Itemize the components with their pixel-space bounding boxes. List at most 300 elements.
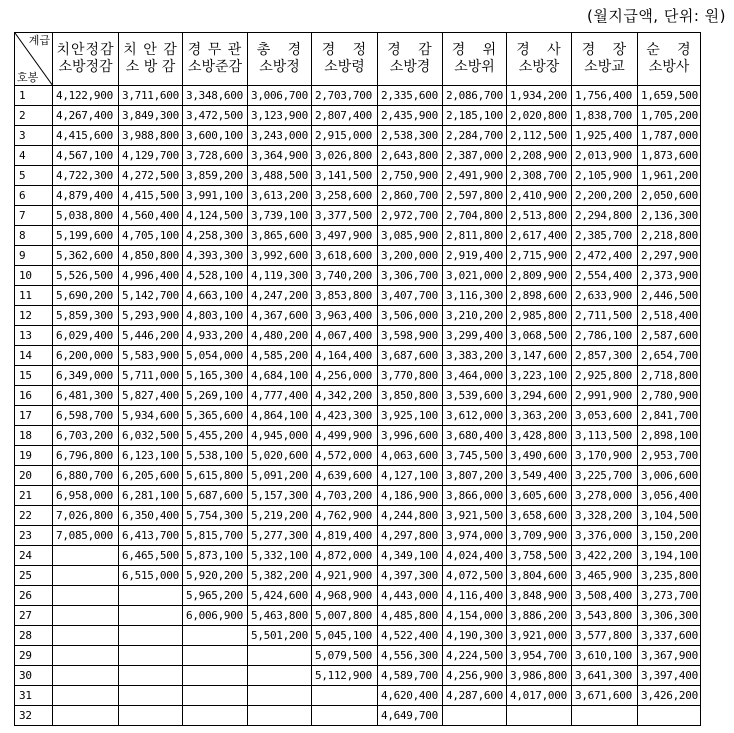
salary-cell: 4,415,500 [119,186,183,206]
salary-cell: 2,587,600 [638,326,701,346]
salary-cell: 3,377,500 [312,206,378,226]
salary-cell: 4,649,700 [378,706,443,726]
salary-cell [119,706,183,726]
salary-cell: 2,472,400 [572,246,638,266]
salary-cell: 3,141,500 [312,166,378,186]
salary-cell: 2,807,400 [312,106,378,126]
salary-cell: 5,424,600 [248,586,312,606]
salary-cell: 3,490,600 [507,446,572,466]
salary-cell: 4,480,200 [248,326,312,346]
step-number-cell: 21 [15,486,53,506]
step-number-cell: 30 [15,666,53,686]
salary-cell: 6,032,500 [119,426,183,446]
salary-cell [53,546,119,566]
salary-cell: 2,633,900 [572,286,638,306]
step-number-cell: 11 [15,286,53,306]
salary-cell [248,666,312,686]
salary-cell: 3,383,200 [443,346,507,366]
salary-cell [312,686,378,706]
fire-rank-label: 소방사 [648,59,690,75]
salary-cell: 4,705,100 [119,226,183,246]
salary-cell: 2,991,900 [572,386,638,406]
salary-cell: 6,703,200 [53,426,119,446]
table-row [15,206,701,226]
salary-cell: 4,367,600 [248,306,312,326]
salary-cell: 3,954,700 [507,646,572,666]
salary-cell: 1,705,200 [638,106,701,126]
salary-cell: 5,332,100 [248,546,312,566]
salary-cell: 3,006,600 [638,466,701,486]
salary-cell: 3,709,900 [507,526,572,546]
salary-cell: 4,872,000 [312,546,378,566]
police-rank-label: 경 정 [321,42,368,58]
salary-cell: 3,006,700 [248,86,312,106]
rank-header-cell [443,33,507,86]
salary-cell: 5,382,200 [248,566,312,586]
salary-cell: 3,294,600 [507,386,572,406]
salary-cell: 4,528,100 [183,266,248,286]
salary-cell: 4,244,800 [378,506,443,526]
salary-cell: 6,598,700 [53,406,119,426]
salary-cell: 3,859,200 [183,166,248,186]
salary-cell: 4,762,900 [312,506,378,526]
salary-cell: 5,020,600 [248,446,312,466]
salary-cell: 4,864,100 [248,406,312,426]
step-number-cell: 19 [15,446,53,466]
salary-cell: 3,426,200 [638,686,701,706]
salary-cell: 3,758,500 [507,546,572,566]
step-number-cell: 13 [15,326,53,346]
salary-cell: 6,200,000 [53,346,119,366]
salary-cell: 3,397,400 [638,666,701,686]
salary-cell: 4,267,400 [53,106,119,126]
table-row [15,126,701,146]
step-number-cell: 29 [15,646,53,666]
salary-cell: 5,293,900 [119,306,183,326]
salary-cell [183,646,248,666]
step-number-cell: 22 [15,506,53,526]
salary-cell: 2,435,900 [378,106,443,126]
salary-cell: 1,787,000 [638,126,701,146]
salary-cell: 5,007,800 [312,606,378,626]
salary-cell: 5,501,200 [248,626,312,646]
salary-cell: 5,583,900 [119,346,183,366]
salary-cell: 4,567,100 [53,146,119,166]
salary-cell: 2,200,200 [572,186,638,206]
table-row [15,266,701,286]
salary-cell: 3,866,000 [443,486,507,506]
salary-cell: 4,879,400 [53,186,119,206]
salary-cell: 5,815,700 [183,526,248,546]
salary-cell: 6,006,900 [183,606,248,626]
salary-cell [638,706,701,726]
fire-rank-label: 소방정감 [58,59,113,75]
rank-header-cell [53,33,119,86]
salary-cell: 5,165,300 [183,366,248,386]
fire-rank-label: 소방준감 [187,59,243,75]
rank-header-cell [572,33,638,86]
step-number-cell: 5 [15,166,53,186]
salary-cell [183,686,248,706]
salary-cell: 4,996,400 [119,266,183,286]
salary-cell: 3,988,800 [119,126,183,146]
salary-cell: 3,210,200 [443,306,507,326]
police-rank-label: 치 안 감 [123,42,178,58]
salary-cell: 1,659,500 [638,86,701,106]
table-row [15,626,701,646]
salary-cell: 4,423,300 [312,406,378,426]
salary-cell: 5,365,600 [183,406,248,426]
salary-cell: 3,258,600 [312,186,378,206]
salary-cell [119,606,183,626]
table-row [15,146,701,166]
grade-label: 계급 [28,34,50,47]
salary-cell [53,586,119,606]
salary-cell: 4,499,900 [312,426,378,446]
salary-cell: 3,577,800 [572,626,638,646]
salary-cell: 5,054,000 [183,346,248,366]
salary-cell: 4,639,600 [312,466,378,486]
step-number-cell: 32 [15,706,53,726]
salary-cell: 5,269,100 [183,386,248,406]
rank-header-cell [638,33,701,86]
salary-cell: 6,880,700 [53,466,119,486]
table-row [15,586,701,606]
salary-cell: 5,199,600 [53,226,119,246]
salary-cell: 2,491,900 [443,166,507,186]
salary-cell [507,706,572,726]
salary-cell [53,646,119,666]
salary-cell: 2,105,900 [572,166,638,186]
salary-cell: 3,376,000 [572,526,638,546]
salary-cell: 3,986,800 [507,666,572,686]
salary-cell: 3,465,900 [572,566,638,586]
salary-cell: 5,045,100 [312,626,378,646]
salary-cell: 3,299,400 [443,326,507,346]
salary-cell: 2,518,400 [638,306,701,326]
police-rank-label: 순 경 [646,42,692,58]
salary-cell: 3,996,600 [378,426,443,446]
salary-cell: 2,373,900 [638,266,701,286]
salary-cell: 4,933,200 [183,326,248,346]
table-row [15,506,701,526]
salary-cell: 4,119,300 [248,266,312,286]
step-number-cell: 20 [15,466,53,486]
salary-cell: 2,953,700 [638,446,701,466]
table-row [15,426,701,446]
salary-cell: 3,613,200 [248,186,312,206]
table-row [15,646,701,666]
salary-cell: 6,281,100 [119,486,183,506]
salary-cell: 6,958,000 [53,486,119,506]
police-rank-label: 경 위 [451,42,498,58]
step-number-cell: 16 [15,386,53,406]
salary-cell: 5,142,700 [119,286,183,306]
salary-cell: 4,154,000 [443,606,507,626]
salary-cell: 4,017,000 [507,686,572,706]
table-row [15,546,701,566]
salary-cell: 5,526,500 [53,266,119,286]
salary-cell: 2,985,800 [507,306,572,326]
salary-cell [248,686,312,706]
salary-cell: 3,407,700 [378,286,443,306]
salary-cell [53,706,119,726]
salary-cell: 2,020,800 [507,106,572,126]
rank-header-cell [248,33,312,86]
salary-cell: 2,860,700 [378,186,443,206]
table-row [15,666,701,686]
salary-cell: 4,522,400 [378,626,443,646]
police-rank-label: 경 장 [581,42,628,58]
table-row [15,166,701,186]
salary-cell: 2,013,900 [572,146,638,166]
salary-cell: 4,122,900 [53,86,119,106]
salary-cell: 3,600,100 [183,126,248,146]
salary-cell: 2,050,600 [638,186,701,206]
salary-cell: 4,256,900 [443,666,507,686]
step-number-cell: 7 [15,206,53,226]
salary-cell: 3,925,100 [378,406,443,426]
table-row [15,106,701,126]
salary-cell: 5,690,200 [53,286,119,306]
fire-rank-label: 소방경 [389,59,431,75]
table-row [15,486,701,506]
salary-cell: 3,671,600 [572,686,638,706]
salary-cell: 5,687,600 [183,486,248,506]
step-number-cell: 27 [15,606,53,626]
table-row [15,706,701,726]
salary-cell [183,706,248,726]
salary-cell [53,566,119,586]
table-row [15,526,701,546]
step-number-cell: 28 [15,626,53,646]
salary-cell: 4,124,500 [183,206,248,226]
table-row [15,86,701,106]
salary-cell: 6,029,400 [53,326,119,346]
salary-cell: 3,886,200 [507,606,572,626]
salary-cell [119,666,183,686]
salary-cell: 4,585,200 [248,346,312,366]
salary-cell: 3,539,600 [443,386,507,406]
step-number-cell: 18 [15,426,53,446]
fire-rank-label: 소방교 [584,59,625,75]
salary-cell: 3,598,900 [378,326,443,346]
salary-cell: 6,349,000 [53,366,119,386]
step-number-cell: 26 [15,586,53,606]
salary-cell: 4,349,100 [378,546,443,566]
salary-cell: 4,129,700 [119,146,183,166]
salary-cell: 3,641,300 [572,666,638,686]
salary-cell: 4,684,100 [248,366,312,386]
police-rank-label: 경 사 [516,42,562,58]
salary-cell: 4,297,800 [378,526,443,546]
salary-cell: 2,112,500 [507,126,572,146]
salary-cell: 4,968,900 [312,586,378,606]
salary-cell: 3,147,600 [507,346,572,366]
fire-rank-label: 소 방 감 [125,59,176,75]
salary-cell: 2,811,800 [443,226,507,246]
salary-cell: 2,385,700 [572,226,638,246]
step-number-cell: 4 [15,146,53,166]
fire-rank-label: 소방위 [454,59,495,75]
salary-cell: 4,777,400 [248,386,312,406]
salary-cell [183,626,248,646]
salary-cell: 4,819,400 [312,526,378,546]
salary-cell: 5,038,800 [53,206,119,226]
salary-cell: 3,150,200 [638,526,701,546]
salary-cell: 4,945,000 [248,426,312,446]
salary-cell: 3,865,600 [248,226,312,246]
salary-cell: 2,711,500 [572,306,638,326]
salary-cell: 6,515,000 [119,566,183,586]
unit-note: (월지급액, 단위: 원) [587,7,726,25]
step-number-cell: 8 [15,226,53,246]
salary-cell: 4,589,700 [378,666,443,686]
table-row [15,686,701,706]
step-number-cell: 31 [15,686,53,706]
salary-cell: 3,807,200 [443,466,507,486]
step-number-cell: 3 [15,126,53,146]
step-number-cell: 10 [15,266,53,286]
salary-cell: 4,393,300 [183,246,248,266]
salary-cell: 3,243,000 [248,126,312,146]
salary-cell: 2,715,900 [507,246,572,266]
salary-cell [248,646,312,666]
salary-cell: 4,256,000 [312,366,378,386]
salary-cell: 4,443,000 [378,586,443,606]
step-number-cell: 17 [15,406,53,426]
salary-cell: 3,306,700 [378,266,443,286]
salary-cell: 4,272,500 [119,166,183,186]
salary-cell: 4,663,100 [183,286,248,306]
salary-cell: 6,123,100 [119,446,183,466]
salary-cell: 2,780,900 [638,386,701,406]
salary-cell: 5,362,600 [53,246,119,266]
salary-cell: 5,157,300 [248,486,312,506]
salary-cell [53,666,119,686]
table-row [15,466,701,486]
salary-cell: 2,915,000 [312,126,378,146]
salary-cell: 2,538,300 [378,126,443,146]
salary-cell: 2,554,400 [572,266,638,286]
salary-cell: 1,934,200 [507,86,572,106]
salary-cell [443,706,507,726]
salary-cell: 5,091,200 [248,466,312,486]
salary-cell: 3,853,800 [312,286,378,306]
salary-cell: 4,703,200 [312,486,378,506]
salary-cell: 4,127,100 [378,466,443,486]
salary-table [14,32,701,726]
salary-cell: 2,841,700 [638,406,701,426]
salary-cell: 2,086,700 [443,86,507,106]
salary-cell: 3,739,100 [248,206,312,226]
salary-cell: 4,803,100 [183,306,248,326]
salary-cell: 5,615,800 [183,466,248,486]
salary-cell: 3,963,400 [312,306,378,326]
salary-cell: 5,463,800 [248,606,312,626]
salary-cell: 3,337,600 [638,626,701,646]
salary-cell [119,686,183,706]
salary-cell: 3,056,400 [638,486,701,506]
salary-cell: 3,306,300 [638,606,701,626]
salary-cell: 3,850,800 [378,386,443,406]
salary-cell [248,706,312,726]
salary-cell: 3,991,100 [183,186,248,206]
salary-cell: 2,387,000 [443,146,507,166]
step-number-cell: 25 [15,566,53,586]
salary-cell: 3,921,500 [443,506,507,526]
salary-cell: 6,481,300 [53,386,119,406]
rank-header-cell [378,33,443,86]
salary-cell: 5,079,500 [312,646,378,666]
salary-cell [312,706,378,726]
salary-cell: 5,277,300 [248,526,312,546]
step-number-cell: 1 [15,86,53,106]
salary-cell: 3,328,200 [572,506,638,526]
step-number-cell: 9 [15,246,53,266]
salary-cell: 3,680,400 [443,426,507,446]
salary-cell: 5,455,200 [183,426,248,446]
salary-cell: 4,063,600 [378,446,443,466]
salary-cell: 2,617,400 [507,226,572,246]
step-number-cell: 14 [15,346,53,366]
salary-cell: 2,136,300 [638,206,701,226]
salary-cell: 3,068,500 [507,326,572,346]
table-row [15,186,701,206]
salary-cell: 3,497,900 [312,226,378,246]
salary-cell: 3,658,600 [507,506,572,526]
salary-cell [119,626,183,646]
fire-rank-label: 소방정 [259,59,300,75]
salary-cell: 4,572,000 [312,446,378,466]
salary-cell: 4,164,400 [312,346,378,366]
salary-cell: 4,224,500 [443,646,507,666]
salary-cell: 4,485,800 [378,606,443,626]
salary-cell: 3,618,600 [312,246,378,266]
table-row [15,386,701,406]
salary-cell: 2,925,800 [572,366,638,386]
table-row [15,406,701,426]
salary-cell: 2,857,300 [572,346,638,366]
salary-cell: 4,258,300 [183,226,248,246]
fire-rank-label: 소방령 [324,59,365,75]
salary-cell: 3,610,100 [572,646,638,666]
salary-cell: 6,465,500 [119,546,183,566]
salary-cell: 4,556,300 [378,646,443,666]
salary-cell: 5,538,100 [183,446,248,466]
salary-cell: 5,112,900 [312,666,378,686]
salary-cell: 2,446,500 [638,286,701,306]
salary-cell: 2,185,100 [443,106,507,126]
table-row [15,326,701,346]
salary-cell: 2,919,400 [443,246,507,266]
salary-cell: 3,428,800 [507,426,572,446]
corner-header-cell [15,33,53,86]
salary-cell: 1,756,400 [572,86,638,106]
salary-cell: 2,597,800 [443,186,507,206]
salary-cell: 3,367,900 [638,646,701,666]
salary-cell: 4,560,400 [119,206,183,226]
salary-cell [119,586,183,606]
salary-cell: 6,796,800 [53,446,119,466]
police-rank-label: 경 감 [387,42,433,58]
table-row [15,246,701,266]
salary-cell: 3,116,300 [443,286,507,306]
salary-cell: 4,186,900 [378,486,443,506]
salary-cell: 1,925,400 [572,126,638,146]
salary-cell: 3,363,200 [507,406,572,426]
salary-cell: 3,464,000 [443,366,507,386]
